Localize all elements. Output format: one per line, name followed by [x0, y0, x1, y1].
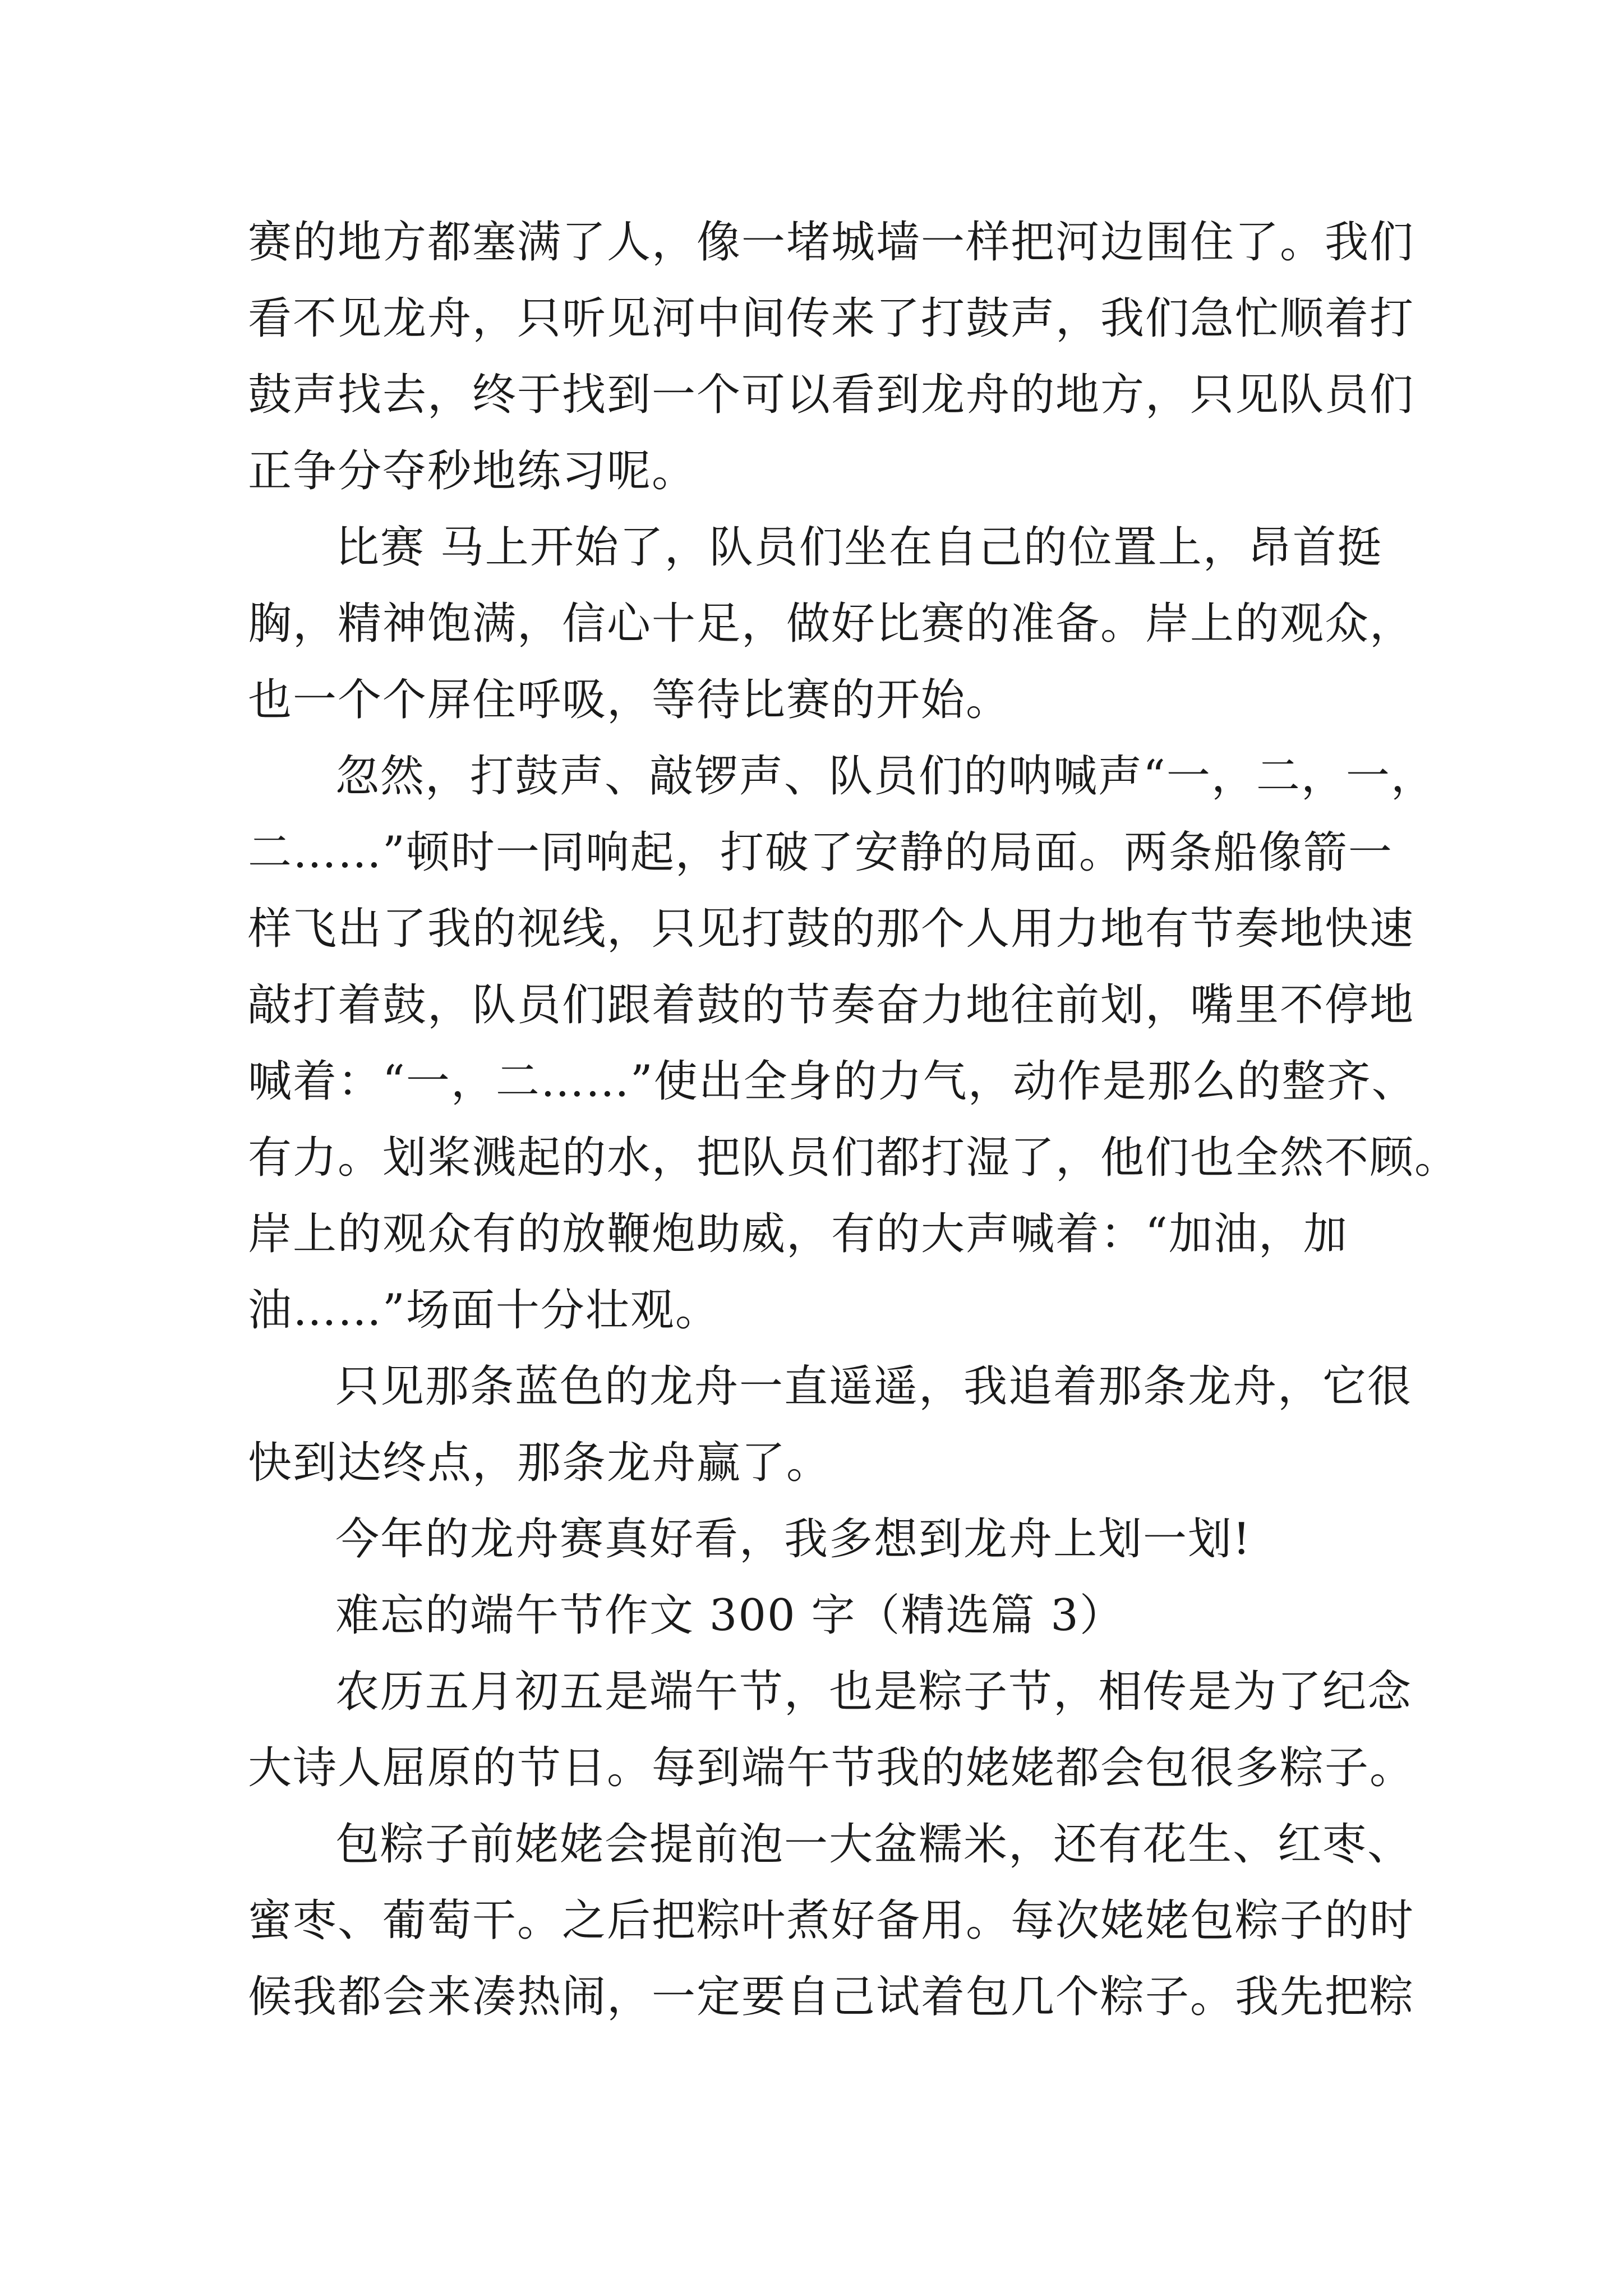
text-line: 敲打着鼓，队员们跟着鼓的节奏奋力地往前划，嘴里不停地	[248, 980, 1415, 1030]
text-line: 有力。划桨溅起的水，把队员们都打湿了，他们也全然不顾。	[248, 1133, 1460, 1183]
section-heading: 难忘的端午节作文 300 字（精选篇 3）	[335, 1590, 1124, 1641]
text-line: 样飞出了我的视线，只见打鼓的那个人用力地有节奏地快速	[248, 904, 1415, 954]
document-body	[248, 204, 1460, 2035]
text-line: 二……”顿时一同响起，打破了安静的局面。两条船像箭一	[248, 827, 1393, 878]
text-line: 今年的龙舟赛真好看，我多想到龙舟上划一划!	[335, 1514, 1252, 1565]
text-line: 只见那条蓝色的龙舟一直遥遥，我追着那条龙舟，它很	[335, 1361, 1413, 1412]
text-line: 快到达终点，那条龙舟赢了。	[248, 1438, 832, 1488]
text-line: 包粽子前姥姥会提前泡一大盆糯米，还有花生、红枣、	[335, 1819, 1413, 1870]
text-line: 农历五月初五是端午节，也是粽子节，相传是为了纪念	[335, 1667, 1413, 1717]
text-line: 胸，精神饱满，信心十足，做好比赛的准备。岸上的观众，	[248, 599, 1415, 649]
text-line: 赛的地方都塞满了人，像一堵城墙一样把河边围住了。我们	[248, 217, 1415, 268]
text-line: 大诗人屈原的节日。每到端午节我的姥姥都会包很多粽子。	[248, 1743, 1415, 1793]
text-line: 正争分夺秒地练习呢。	[248, 446, 697, 496]
text-line: 候我都会来凑热闹，一定要自己试着包几个粽子。我先把粽	[248, 1972, 1415, 2022]
text-line: 鼓声找去，终于找到一个可以看到龙舟的地方，只见队员们	[248, 370, 1415, 420]
text-line: 喊着：“一，二……”使出全身的力气，动作是那么的整齐、	[248, 1056, 1417, 1107]
text-line: 忽然，打鼓声、敲锣声、队员们的呐喊声“一，二，一，	[335, 751, 1436, 802]
text-line: 看不见龙舟，只听见河中间传来了打鼓声，我们急忙顺着打	[248, 293, 1415, 344]
text-line: 也一个个屏住呼吸，等待比赛的开始。	[248, 675, 1011, 725]
text-line: 油……”场面十分壮观。	[248, 1285, 720, 1336]
text-line: 岸上的观众有的放鞭炮助威，有的大声喊着：“加油，加	[248, 1209, 1348, 1259]
text-line: 比赛 马上开始了，队员们坐在自己的位置上，昂首挺	[335, 522, 1382, 573]
text-line: 蜜枣、葡萄干。之后把粽叶煮好备用。每次姥姥包粽子的时	[248, 1895, 1415, 1946]
